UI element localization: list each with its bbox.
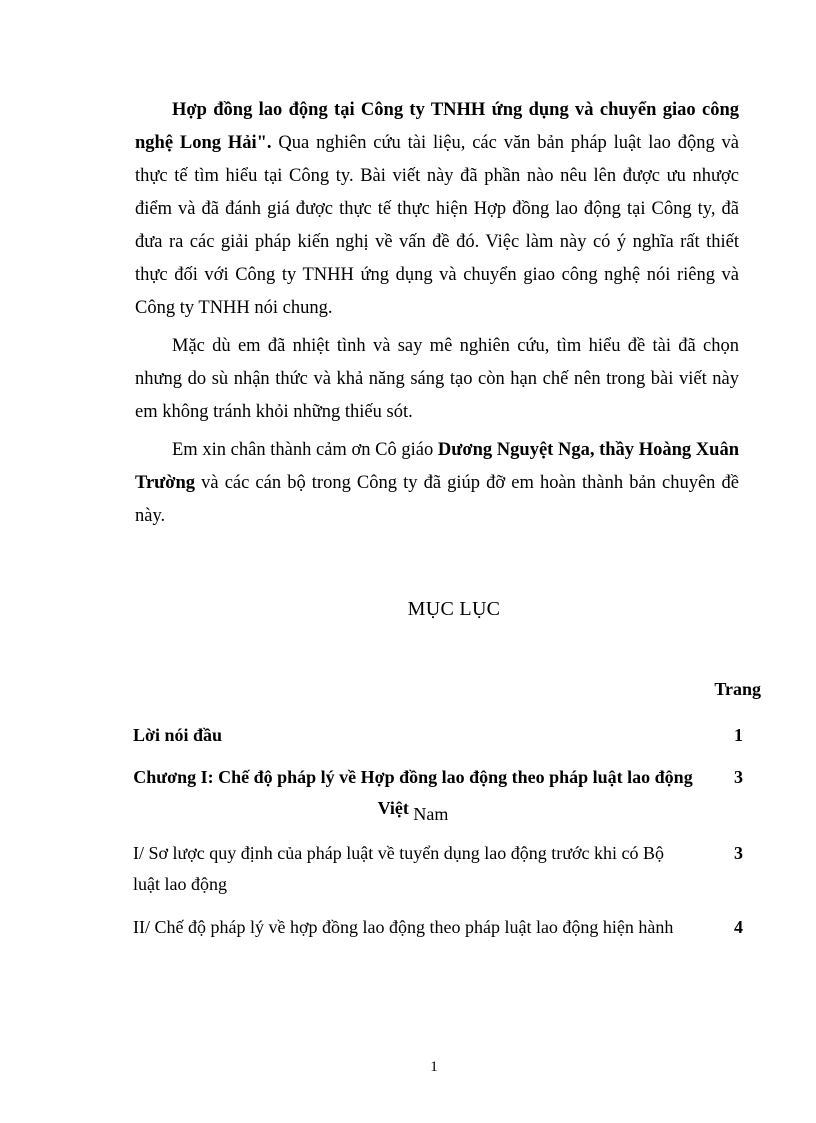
toc-entry-text: II/ Chế độ pháp lý về hợp đồng lao động theo pháp luật lao động hiện hành (133, 917, 674, 937)
toc-entry-text: I/ Sơ lược quy định của pháp luật về tuyển dụng lao động trước khi có Bộ luật lao động (133, 843, 664, 894)
toc-entry (133, 838, 743, 900)
paragraph-3-end: và các cán bộ trong Công ty đã giúp đỡ em hoàn thành bản chuyên đề này. (135, 473, 739, 526)
toc-page-header: Trang (714, 679, 761, 699)
paragraph-1-bold: Hợp đồng lao động tại Công ty TNHH ứng dụng và chuyển giao công nghệ Long Hải". (135, 100, 739, 153)
paragraph-3-start: Em xin chân thành cảm ơn Cô giáo (172, 440, 438, 460)
toc-entry-page: 3 (734, 843, 743, 863)
toc-entry (133, 720, 743, 751)
toc-entry-page: 3 (734, 767, 743, 787)
paragraph-3 (135, 434, 739, 533)
toc-entry (133, 912, 743, 943)
paragraph-1-text: Qua nghiên cứu tài liệu, các văn bản pháp luật lao động và thực tế tìm hiểu tại Công ty. Bài viết này đã phần nào nêu lên được ưu nhược điểm và đã đánh giá được thực tế thực hiện Hợp đồng lao động tại Công ty, đã đưa ra các giải pháp kiến nghị về vấn đề đó. Việc làm này có ý nghĩa rất thiết thực đối với Công ty TNHH ứng dụng và chuyển giao công nghệ nói riêng và Công ty TNHH nói chung. (135, 133, 740, 318)
toc-chapter-tail: Nam (413, 804, 449, 824)
toc-entry-page: 4 (734, 917, 743, 937)
paragraph-3-bold: Dương Nguyệt Nga, thầy Hoàng Xuân Trường (135, 440, 739, 493)
toc-title: MỤC LỤC (407, 598, 501, 620)
toc-entry-text: Lời nói đầu (133, 725, 223, 745)
toc-entry-text (133, 762, 693, 824)
toc-chapter-text: Chương I: Chế độ pháp lý về Hợp đồng lao động theo pháp luật lao động Việt (133, 767, 693, 818)
page-number: 1 (430, 1059, 438, 1075)
body-text (135, 94, 739, 538)
toc-entry-page: 1 (734, 725, 743, 745)
toc-entry (133, 762, 743, 824)
paragraph-2: Mặc dù em đã nhiệt tình và say mê nghiên cứu, tìm hiểu đề tài đã chọn nhưng do sù nhận thức và khả năng sáng tạo còn hạn chế nên trong bài viết này em không tránh khỏi những thiếu sót. (135, 336, 739, 422)
paragraph-1 (135, 94, 739, 325)
